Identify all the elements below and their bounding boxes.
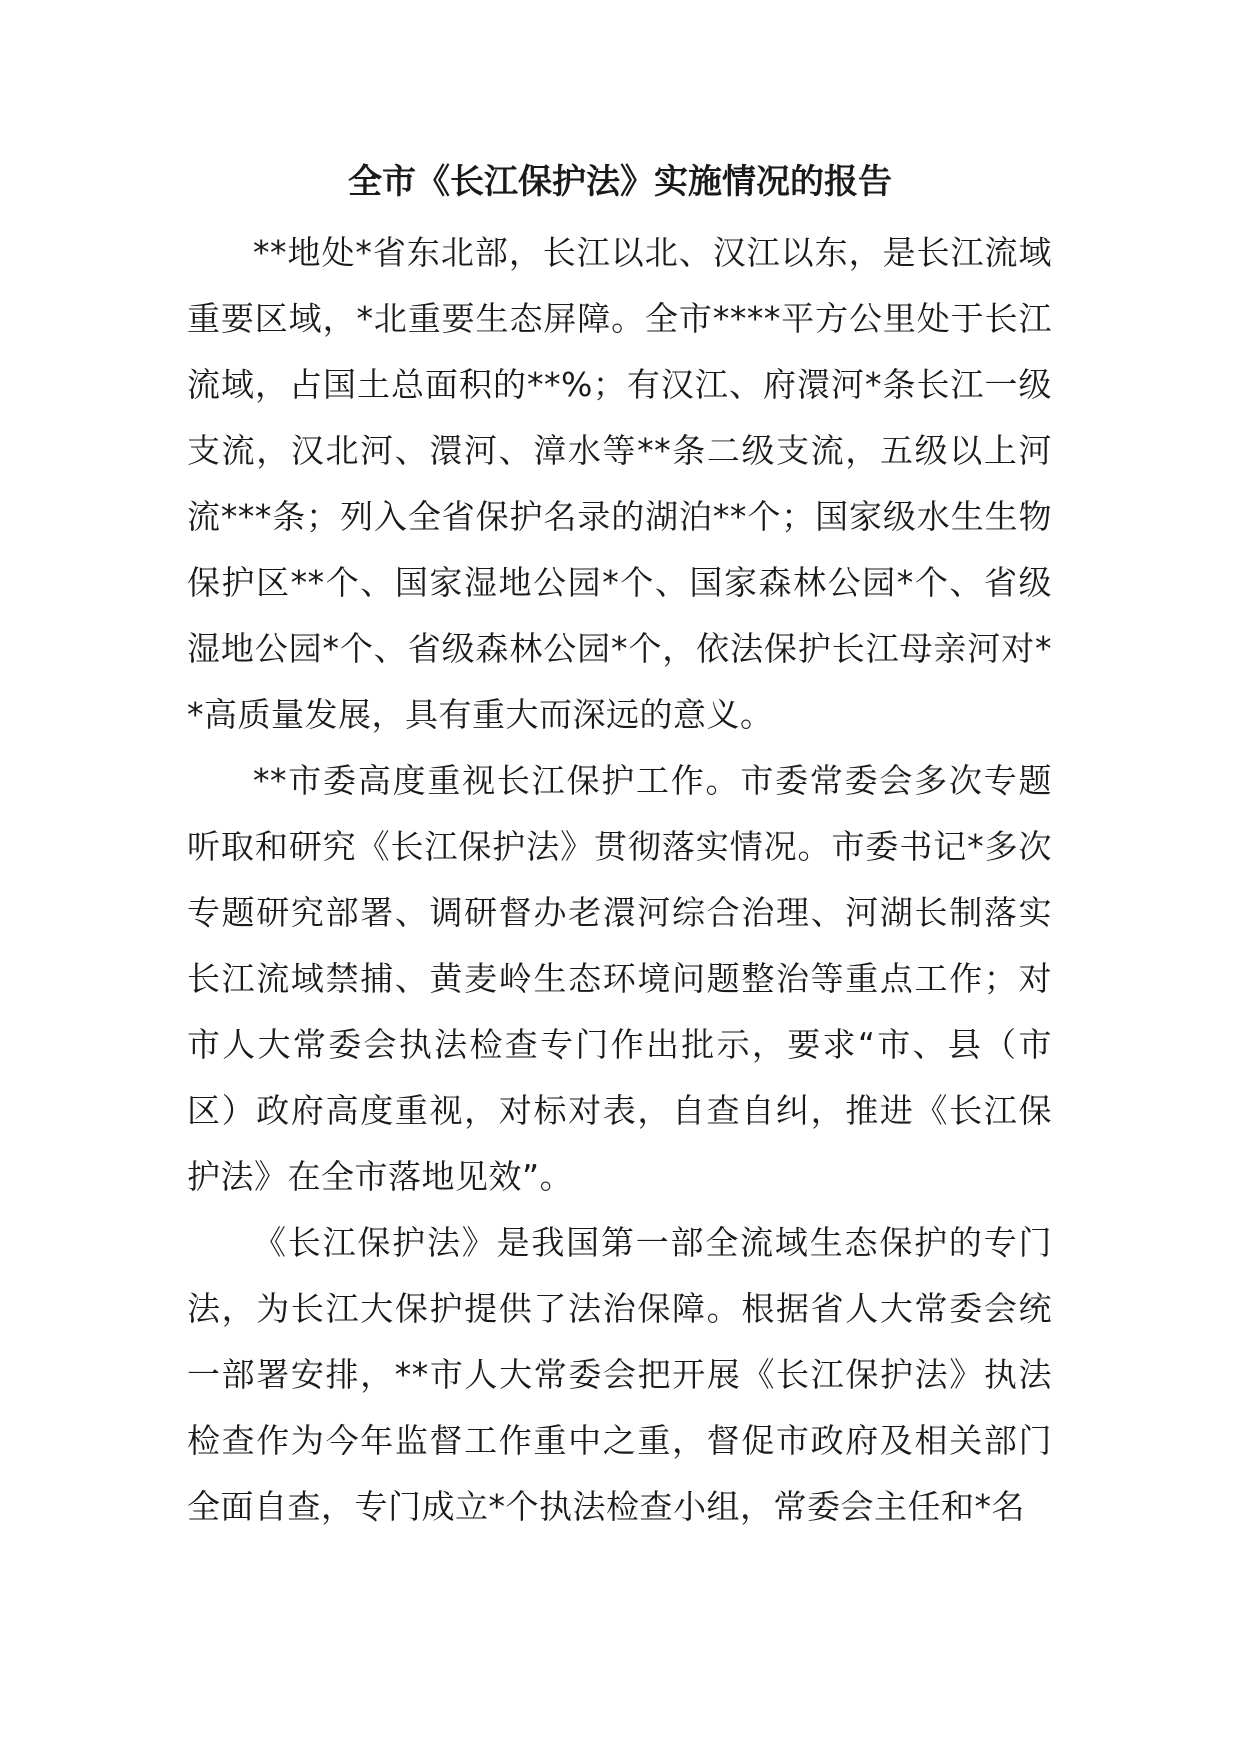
- paragraph-3: 《长江保护法》是我国第一部全流域生态保护的专门法，为长江大保护提供了法治保障。根据省人大常委会统一部署安排，**市人大常委会把开展《长江保护法》执法检查作为今年监督工作重中之重，督促市政府及相关部门全面自查，专门成立*个执法检查小组，常委会主任和*名: [187, 1223, 1052, 1526]
- paragraph-1: **地处*省东北部，长江以北、汉江以东，是长江流域重要区域，*北重要生态屏障。全市****平方公里处于长江流域，占国土总面积的**%；有汉江、府澴河*条长江一级支流，汉北河、澴河、漳水等**条二级支流，五级以上河流***条；列入全省保护名录的湖泊**个；国家级水生生物保护区**个、国家湿地公园*个、国家森林公园*个、省级湿地公园*个、省级森林公园*个，依法保护长江母亲河对**高质量发展，具有重大而深远的意义。: [187, 233, 1052, 734]
- document-body: [187, 220, 1052, 1540]
- document-title: 全市《长江保护法》实施情况的报告: [348, 162, 892, 202]
- paragraph-2: **市委高度重视长江保护工作。市委常委会多次专题听取和研究《长江保护法》贯彻落实情况。市委书记*多次专题研究部署、调研督办老澴河综合治理、河湖长制落实长江流域禁捕、黄麦岭生态环境问题整治等重点工作；对市人大常委会执法检查专门作出批示，要求“市、县（市区）政府高度重视，对标对表，自查自纠，推进《长江保护法》在全市落地见效”。: [187, 761, 1052, 1196]
